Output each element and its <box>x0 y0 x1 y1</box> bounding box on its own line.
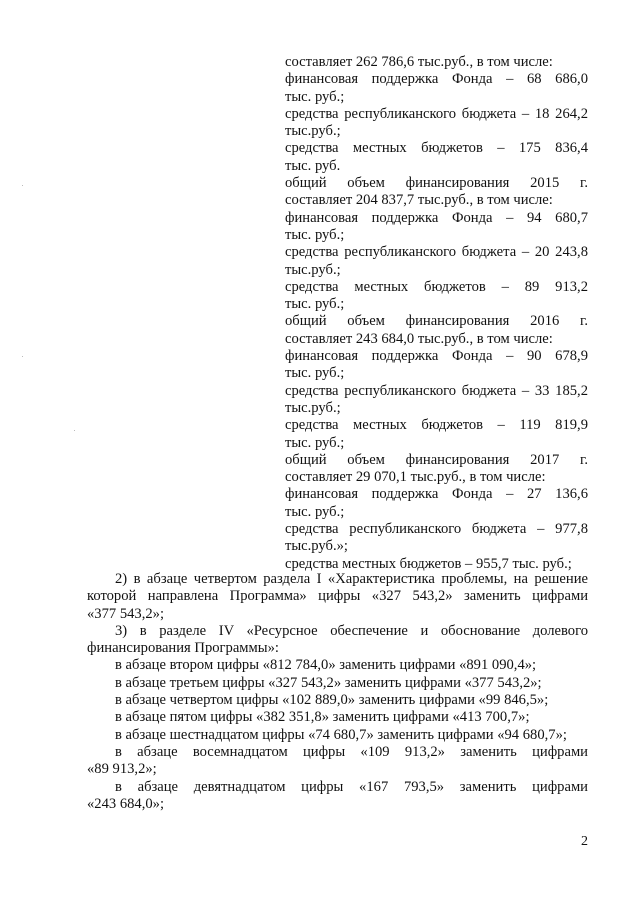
text-line: тыс. руб.; <box>285 226 345 243</box>
text-line: составляет 243 684,0 тыс.руб., в том числе: <box>285 330 553 347</box>
text-line: тыс. руб.; <box>285 296 345 313</box>
scan-speck <box>22 356 23 357</box>
funding-volume-block <box>285 54 588 573</box>
text-line: в абзаце девятнадцатом цифры «167 793,5» заменить цифрами <box>115 778 588 795</box>
text-line: средства республиканского бюджета – 33 185,2 <box>285 382 588 399</box>
text-line: финансовая поддержка Фонда – 94 680,7 <box>285 209 588 226</box>
text-line: средства республиканского бюджета – 18 264,2 <box>285 105 588 122</box>
text-line: составляет 204 837,7 тыс.руб., в том числе: <box>285 192 553 209</box>
text-line: финансовая поддержка Фонда – 27 136,6 <box>285 486 588 503</box>
text-line: в абзаце втором цифры «812 784,0» заменить цифрами «891 090,4»; <box>115 657 537 674</box>
text-line: тыс.руб.»; <box>285 538 348 555</box>
text-line: тыс. руб.; <box>285 365 345 382</box>
amendments-block <box>87 571 588 813</box>
text-line: «377 543,2»; <box>87 605 165 622</box>
text-line: финансовая поддержка Фонда – 90 678,9 <box>285 348 588 365</box>
text-line: тыс.руб.; <box>285 261 341 278</box>
text-line: тыс. руб.; <box>285 88 345 105</box>
text-line: «243 684,0»; <box>87 795 165 812</box>
text-line: в абзаце шестнадцатом цифры «74 680,7» заменить цифрами «94 680,7»; <box>115 726 567 743</box>
text-line: тыс. руб.; <box>285 434 345 451</box>
scan-speck <box>22 185 23 186</box>
text-line: финансирования Программы»: <box>87 640 279 657</box>
text-line: в абзаце третьем цифры «327 543,2» заменить цифрами «377 543,2»; <box>115 674 542 691</box>
text-line: тыс.руб.; <box>285 123 341 140</box>
text-line: общий объем финансирования 2017 г. <box>285 451 588 468</box>
scan-speck <box>74 430 75 431</box>
text-line: в абзаце четвертом цифры «102 889,0» заменить цифрами «99 846,5»; <box>115 692 549 709</box>
text-line: средства местных бюджетов – 89 913,2 <box>285 278 588 295</box>
text-line: тыс. руб.; <box>285 503 345 520</box>
text-line: средства местных бюджетов – 175 836,4 <box>285 140 588 157</box>
text-line: 2) в абзаце четвертом раздела I «Характеристика проблемы, на решение <box>115 571 588 587</box>
text-line: 3) в разделе IV «Ресурсное обеспечение и обоснование долевого <box>115 622 588 639</box>
text-line: средства местных бюджетов – 119 819,9 <box>285 417 588 434</box>
text-line: которой направлена Программа» цифры «327 543,2» заменить цифрами <box>87 588 588 605</box>
text-line: «89 913,2»; <box>87 761 157 778</box>
text-line: средства местных бюджетов – 955,7 тыс. руб.; <box>285 555 572 572</box>
text-line: тыс. руб. <box>285 157 341 174</box>
text-line: в абзаце пятом цифры «382 351,8» заменить цифрами «413 700,7»; <box>115 709 530 726</box>
text-line: общий объем финансирования 2015 г. <box>285 175 588 192</box>
text-line: средства республиканского бюджета – 977,8 <box>285 521 588 538</box>
text-line: в абзаце восемнадцатом цифры «109 913,2» заменить цифрами <box>115 743 588 760</box>
text-line: финансовая поддержка Фонда – 68 686,0 <box>285 71 588 88</box>
page-number: 2 <box>581 834 588 849</box>
text-line: общий объем финансирования 2016 г. <box>285 313 588 330</box>
text-line: составляет 262 786,6 тыс.руб., в том числе: <box>285 54 553 70</box>
text-line: составляет 29 070,1 тыс.руб., в том числе: <box>285 469 546 486</box>
text-line: средства республиканского бюджета – 20 243,8 <box>285 244 588 261</box>
text-line: тыс.руб.; <box>285 399 341 416</box>
